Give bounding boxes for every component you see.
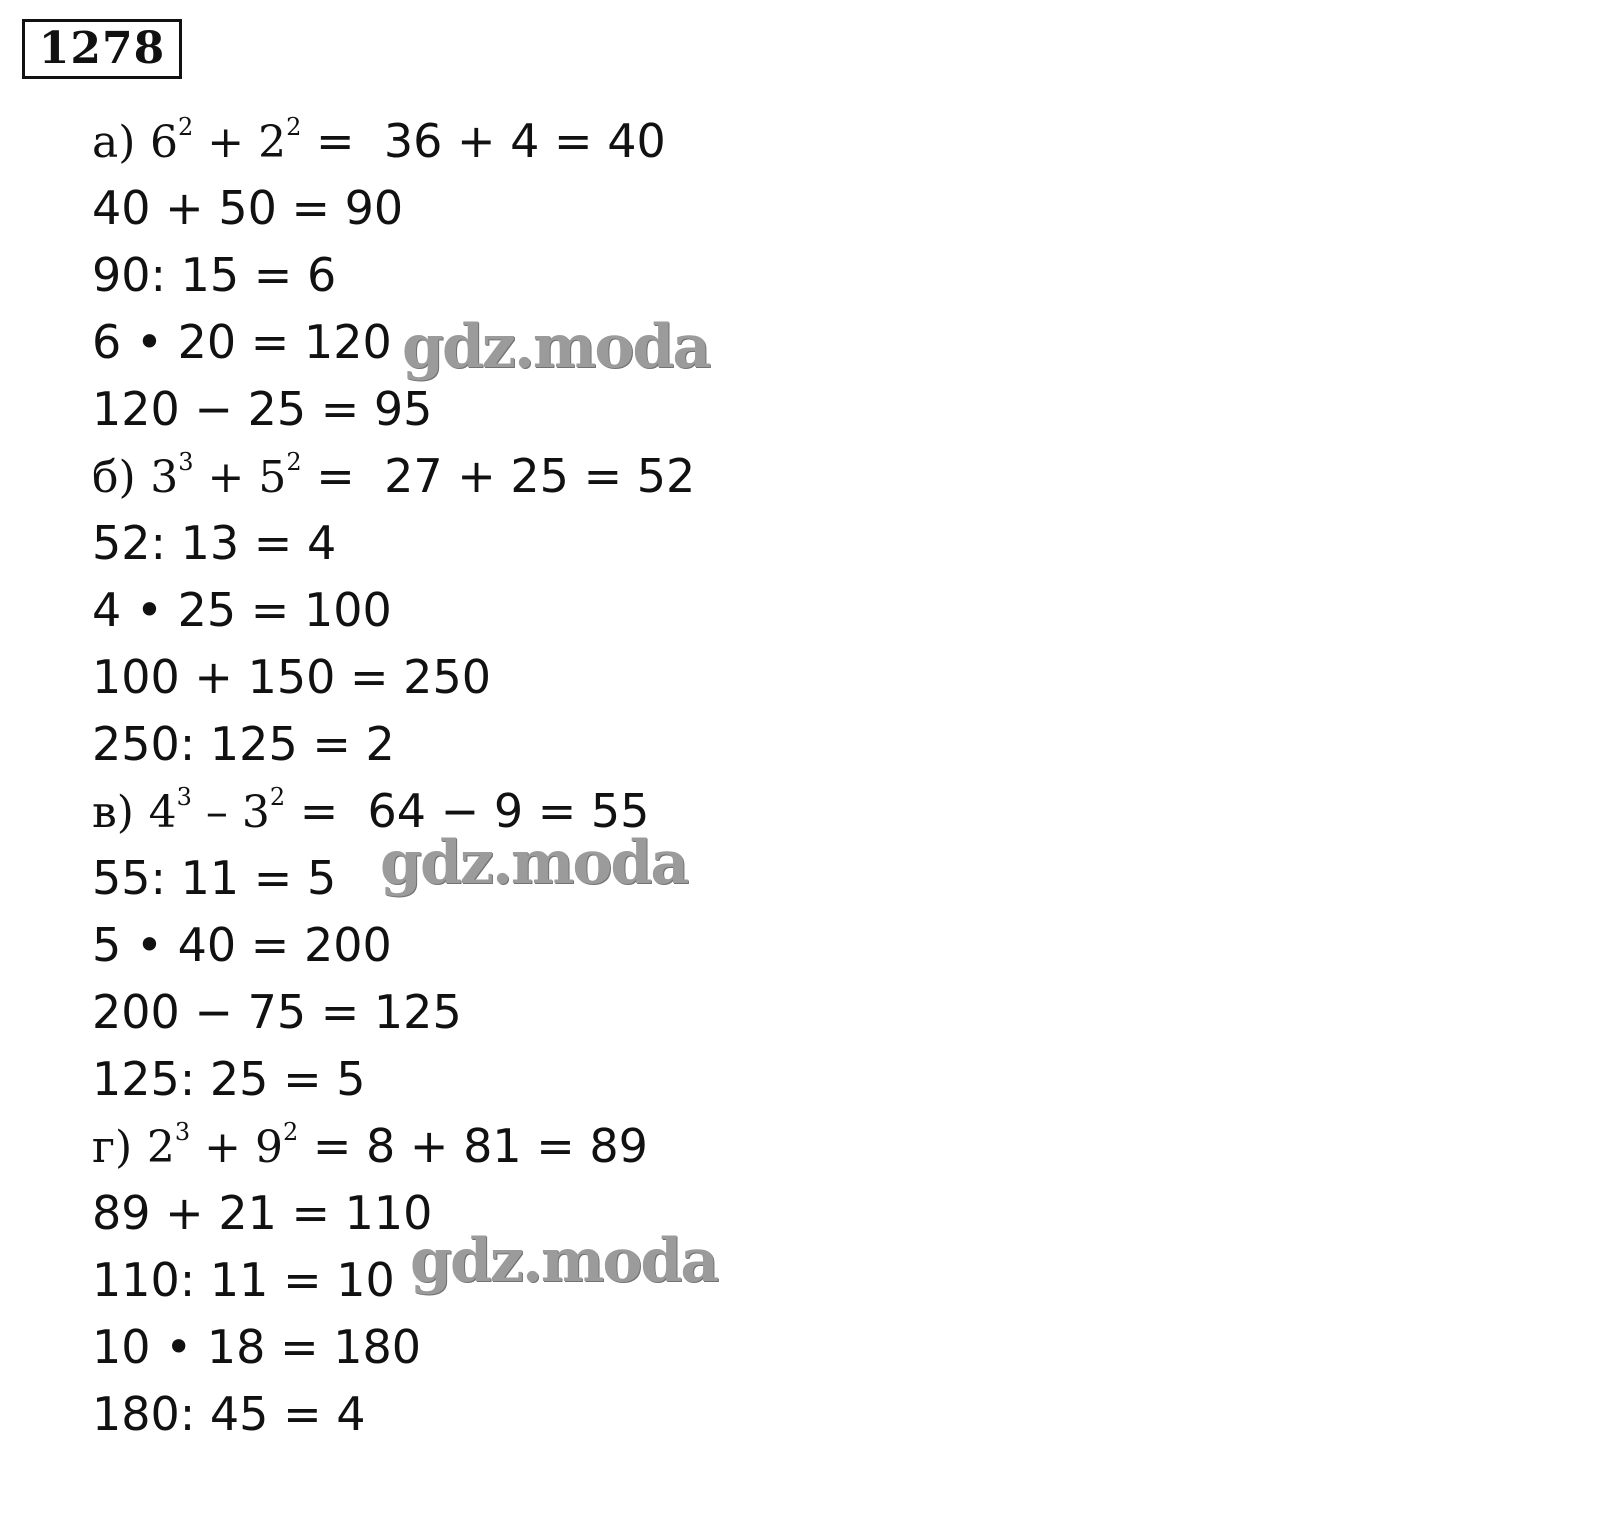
power-exponent: 2 (286, 448, 302, 476)
equation-text: = 27 + 25 = 52 (301, 449, 696, 503)
power-base: 3 (150, 452, 179, 503)
power-base: 2 (258, 117, 287, 168)
power-base: 6 (150, 117, 179, 168)
power-base: 5 (258, 452, 287, 503)
equation-text: 40 + 50 = 90 (92, 181, 404, 235)
operator: + (193, 117, 259, 168)
equation-text: = 8 + 81 = 89 (298, 1119, 648, 1173)
power-term (150, 113, 194, 168)
solution-line (92, 979, 992, 1046)
power-term (146, 1118, 191, 1173)
power-term (241, 783, 286, 838)
solution-line (92, 1381, 992, 1448)
equation-text: 4 • 25 = 100 (92, 583, 392, 637)
power-base: 2 (146, 1122, 175, 1173)
equation-text: 200 − 75 = 125 (92, 985, 462, 1039)
equation-text: 125: 25 = 5 (92, 1052, 366, 1106)
equation-text: = 64 − 9 = 55 (285, 784, 650, 838)
solution-line (92, 1046, 992, 1113)
solution-line (92, 108, 992, 175)
power-exponent: 2 (286, 113, 302, 141)
equation-text: 110: 11 = 10 (92, 1253, 395, 1307)
power-term (148, 783, 192, 838)
power-exponent: 2 (282, 1118, 299, 1146)
power-exponent: 3 (176, 783, 192, 811)
power-exponent: 3 (178, 448, 194, 476)
equation-text: 180: 45 = 4 (92, 1387, 366, 1441)
solution-line (92, 1113, 992, 1180)
equation-text: 55: 11 = 5 (92, 851, 337, 905)
watermark: gdz.moda (410, 1226, 718, 1296)
power-term (254, 1118, 299, 1173)
watermark: gdz.moda (402, 312, 710, 382)
solution-line (92, 376, 992, 443)
solution-line (92, 644, 992, 711)
power-exponent: 3 (174, 1118, 191, 1146)
power-term (258, 448, 302, 503)
equation-text: 89 + 21 = 110 (92, 1186, 433, 1240)
task-number-box: 1278 (22, 19, 182, 79)
power-base: 3 (241, 787, 270, 838)
solution-line (92, 443, 992, 510)
part-label: в) (92, 787, 134, 838)
power-exponent: 2 (269, 783, 286, 811)
solution-line (92, 175, 992, 242)
operator: + (193, 452, 259, 503)
solution-line (92, 510, 992, 577)
watermark: gdz.moda (380, 828, 688, 898)
solution-line (92, 1314, 992, 1381)
operator: + (190, 1122, 255, 1173)
power-base: 4 (148, 787, 177, 838)
equation-text: 120 − 25 = 95 (92, 382, 433, 436)
solution-line (92, 577, 992, 644)
part-label: г) (92, 1122, 133, 1173)
equation-text: 6 • 20 = 120 (92, 315, 392, 369)
solution-line (92, 242, 992, 309)
solution-line (92, 912, 992, 979)
part-label: а) (92, 117, 136, 168)
equation-text: 5 • 40 = 200 (92, 918, 392, 972)
power-term (150, 448, 194, 503)
equation-text: = 36 + 4 = 40 (301, 114, 666, 168)
power-term (258, 113, 302, 168)
power-base: 9 (254, 1122, 283, 1173)
solution-line (92, 711, 992, 778)
equation-text: 100 + 150 = 250 (92, 650, 491, 704)
power-exponent: 2 (178, 113, 194, 141)
equation-text: 52: 13 = 4 (92, 516, 337, 570)
part-label: б) (92, 452, 136, 503)
equation-text: 250: 125 = 2 (92, 717, 395, 771)
operator: – (191, 787, 242, 838)
equation-text: 10 • 18 = 180 (92, 1320, 422, 1374)
equation-text: 90: 15 = 6 (92, 248, 337, 302)
